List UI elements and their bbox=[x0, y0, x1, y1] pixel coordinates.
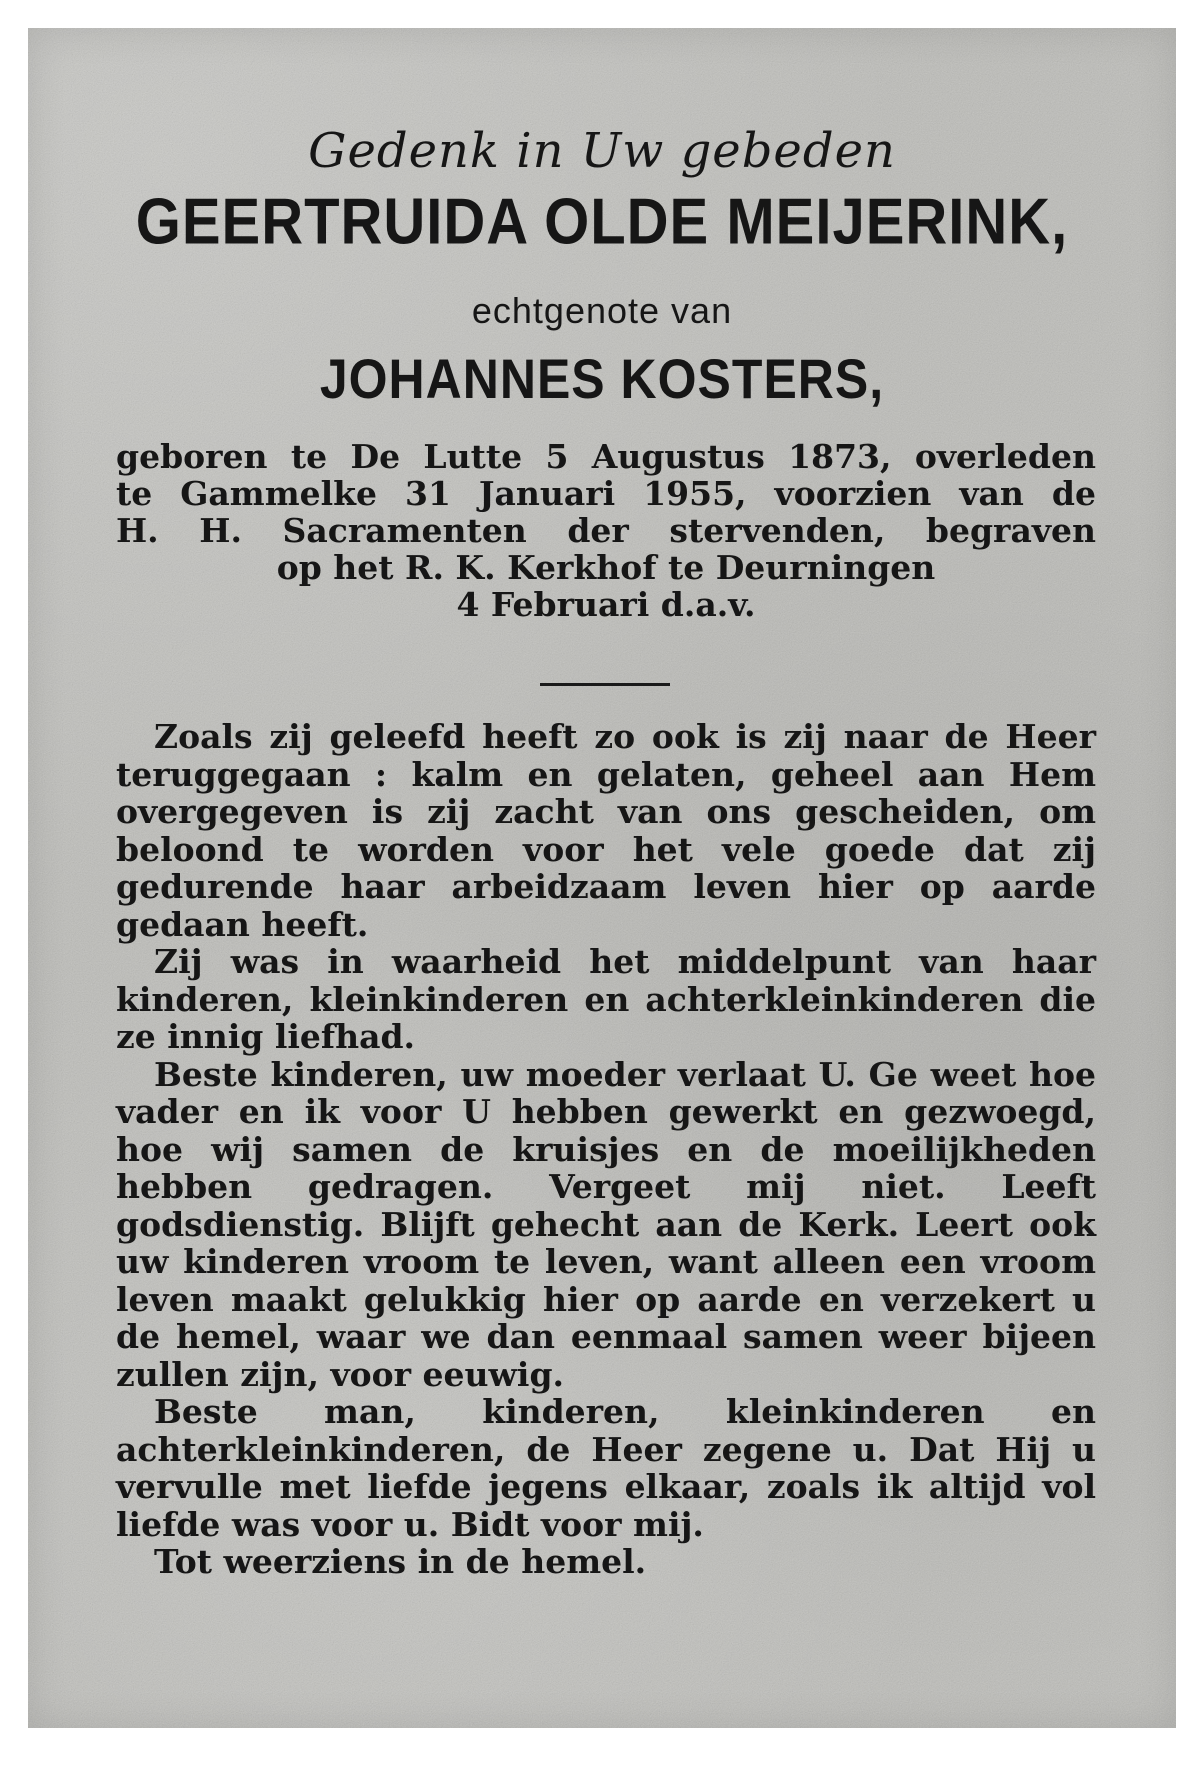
spouse-name: JOHANNES KOSTERS, bbox=[319, 347, 885, 411]
memorial-text bbox=[116, 718, 1096, 1581]
divider-rule bbox=[540, 683, 670, 686]
deceased-name: GEERTRUIDA OLDE MEIJERINK, bbox=[135, 185, 1069, 258]
paragraph: Zoals zij geleefd heeft zo ook is zij naar de Heer teruggegaan : kalm en gelaten, geheel aan Hem overgegeven is zij zacht van ons gescheiden, om beloond te worden voor het vele goede dat zij gedurende haar arbeidzaam leven hier op aarde gedaan heeft. bbox=[116, 717, 1096, 944]
dates-line: 4 Februari d.a.v. bbox=[456, 585, 756, 624]
dates-line: H. H. Sacramenten der stervenden, begraven bbox=[116, 511, 1096, 550]
life-dates-block bbox=[116, 438, 1096, 623]
dates-line: op het R. K. Kerkhof te Deurningen bbox=[276, 548, 936, 587]
paragraph: Tot weerziens in de hemel. bbox=[154, 1542, 647, 1581]
dates-line: geboren te De Lutte 5 Augustus 1873, overleden bbox=[116, 437, 1096, 476]
header-prayer-line: Gedenk in Uw gebeden bbox=[308, 123, 896, 179]
memorial-card bbox=[28, 28, 1176, 1728]
paragraph: Beste kinderen, uw moeder verlaat U. Ge weet hoe vader en ik voor U hebben gewerkt en gezwoegd, hoe wij samen de kruisjes en de moeilijkheden hebben gedragen. Vergeet mij niet. Leeft godsdienstig. Blijft gehecht aan de Kerk. Leert ook uw kinderen vroom te leven, want alleen een vroom leven maakt gelukkig hier op aarde en verzekert u de hemel, waar we dan eenmaal samen weer bijeen zullen zijn, voor eeuwig. bbox=[116, 1054, 1096, 1394]
spouse-label: echtgenote van bbox=[471, 290, 733, 331]
paragraph: Zij was in waarheid het middelpunt van haar kinderen, kleinkinderen en achterkleinkinderen die ze innig liefhad. bbox=[116, 942, 1096, 1056]
paragraph: Beste man, kinderen, kleinkinderen en achterkleinkinderen, de Heer zegene u. Dat Hij u vervulle met liefde jegens elkaar, zoals ik altijd vol liefde was voor u. Bidt voor mij. bbox=[116, 1392, 1096, 1544]
dates-line: te Gammelke 31 Januari 1955, voorzien van de bbox=[116, 474, 1096, 513]
